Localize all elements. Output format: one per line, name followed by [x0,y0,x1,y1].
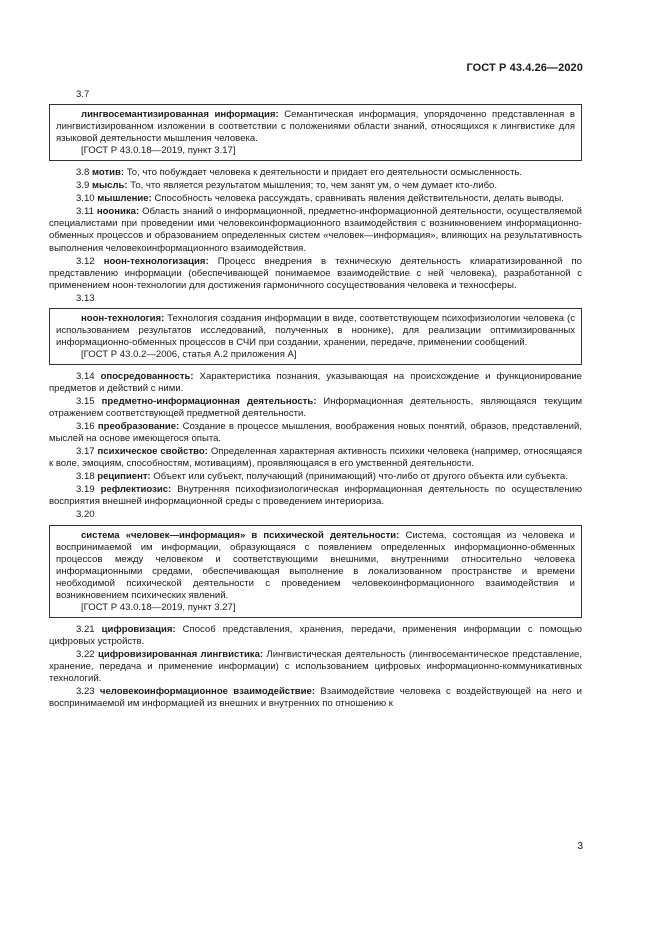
definition-3-10 [49,193,582,205]
definition-text: Способность человека рассуждать, сравнивать явления действительности, делать выводы. [151,193,564,205]
definition-3-8 [49,167,582,179]
clause-number: 3.10 [76,193,95,205]
term: цифровизация: [101,623,176,635]
definition-text: Способ представления, хранения, передачи, применения информации с помощью цифровых устройств. [49,623,582,647]
definition-text: Взаимодействие человека с воздействующей на него и воспринимаемой им информацией из внешних и внутренних по отношению к [49,686,582,710]
term: психическое свойство: [97,446,208,458]
definition-text: Область знаний о информационной, предметно-информационной деятельности, осуществляемой специалистами при проведении ими человекоинформационного взаимодействия с возникновением информационно-обменных процессов и образованием определенных систем «человек—информация», влияющих на результативность выполнения человекоинформационного взаимодействия. [49,206,583,254]
clause-number: 3.21 [76,623,95,635]
clause-number: 3.22 [76,648,95,660]
definition-text: Создание в процессе мышления, воображения новых понятий, образов, представлений, мыслей на основе имеющегося опыта. [49,421,583,445]
quoted-definition-box-3-20 [49,525,582,618]
terms-content [49,89,582,711]
clause-number-3-7: 3.7 [76,89,90,100]
term: ноон-технология: [81,312,165,324]
clause-number: 3.23 [76,686,95,698]
term: преобразование: [97,421,180,433]
page-number: 3 [577,841,583,852]
definition-3-17 [49,446,582,470]
definition-text: Технология создания информации в виде, соответствующем психофизиологии человека (с использованием результатов исследований, полученных в ноонике), для реализации оптимизированных информационно-обменных процессов в СЧИ при создании, хранении, передаче, применении сообщений. [56,312,575,348]
term: опосредованность: [100,370,194,382]
clause-number: 3.17 [76,446,95,458]
clause-number: 3.18 [76,471,95,483]
clause-number: 3.14 [76,370,95,382]
clause-number: 3.16 [76,421,95,433]
term: лингвосемантизированная информация: [81,109,279,121]
definition-3-15 [49,396,582,420]
definition-text: То, что побуждает человека к деятельности и придает его деятельности осмысленность. [124,167,523,179]
definition-text: Объект или субъект, получающий (принимающий) что-либо от другого объекта или субъекта. [150,471,568,483]
source-reference: [ГОСТ Р 43.0.18—2019, пункт 3.17] [81,145,236,157]
definition-3-11 [49,206,582,254]
definition-text: Семантическая информация, упорядоченно представленная в лингвистизированном изложении в соответствии с положениями области знаний, относящихся к лингвистике для языковой деятельности мышления человека. [56,109,575,145]
clause-number: 3.9 [76,180,90,192]
definition-3-20 [56,530,575,602]
clause-number-3-13: 3.13 [76,292,95,304]
definition-text: Информационная деятельность, являющаяся текущим отражением соответствующей предметной деятельности. [49,396,583,420]
definition-3-14 [49,371,582,395]
definition-3-13 [56,313,575,349]
definition-text: Характеристика познания, указывающая на происхождение и функционирование предметов и действий с ними. [49,370,582,394]
definition-3-18 [49,471,582,483]
standard-designation: ГОСТ Р 43.4.26—2020 [466,62,583,74]
definition-text: Внутренняя психофизиологическая информационная деятельность по осуществлению восприятия внешней информационной среды с проведением интериориза. [49,484,583,508]
term: предметно-информационная деятельность: [101,396,317,408]
definition-text: Процесс внедрения в техническую деятельность клиаратизированной по представлению информации (обеспечивающей понимаемое взаимодействие с ней человека), разработанной с применением ноон-технологии для достижения гармоничного сосуществования человека и техносферы. [49,255,582,291]
term: система «человек—информация» в психической деятельности: [81,529,400,541]
definition-3-12 [49,256,582,292]
term: рефлектиозис: [100,484,172,496]
definition-3-22 [49,649,582,685]
term: реципиент: [97,471,151,483]
term: человекоинформационное взаимодействие: [99,686,316,698]
clause-number: 3.8 [76,167,90,179]
term: мысль: [91,180,128,192]
term: цифровизированная лингвистика: [97,648,264,660]
clause-number: 3.15 [76,396,95,408]
definition-text: Определенная характерная активность психики человека (например, относящаяся к воле, эмоциям, способностям, мотивациям), проявляющаяся в его умственной деятельности. [49,446,583,470]
definition-3-9 [49,180,582,192]
clause-number-3-20: 3.20 [76,509,95,521]
definition-3-19 [49,484,582,508]
definition-text: Лингвистическая деятельность (лингвосемантическое представление, хранение, передача и применение информации) с использованием цифровых информационно-коммуникативных технологий. [49,648,582,685]
term: ноон-технологизация: [103,255,209,267]
source-reference: [ГОСТ Р 43.0.18—2019, пункт 3.27] [81,601,236,613]
clause-number: 3.11 [76,206,94,218]
term: нооника: [96,206,140,218]
term: мышление: [97,193,152,205]
definition-text: То, что является результатом мышления; то, чем занят ум, о чем думает кто-либо. [127,180,498,192]
definition-3-16 [49,421,582,445]
source-reference: [ГОСТ Р 43.0.2—2006, статья А.2 приложения А] [81,348,297,360]
quoted-definition-box-3-7 [49,104,582,161]
clause-number: 3.19 [76,484,95,496]
quoted-definition-box-3-13 [49,308,582,365]
clause-number: 3.12 [76,255,95,267]
definition-3-21 [49,624,582,648]
definition-text: Система, состоящая из человека и воспринимаемой им информации, образующаяся с появлением определенных информационно-обменных процессов между человеком и соответствующими внешними, внутренними относительно человека информационными средами, обеспечивающая выполнение в локализованном пространстве и времени необходимой психической деятельности с проведением человекоинформационного взаимодействия и возникновением психических явлений. [56,529,575,601]
definition-3-7 [56,109,575,145]
definition-3-23 [49,686,582,710]
term: мотив: [91,167,125,179]
